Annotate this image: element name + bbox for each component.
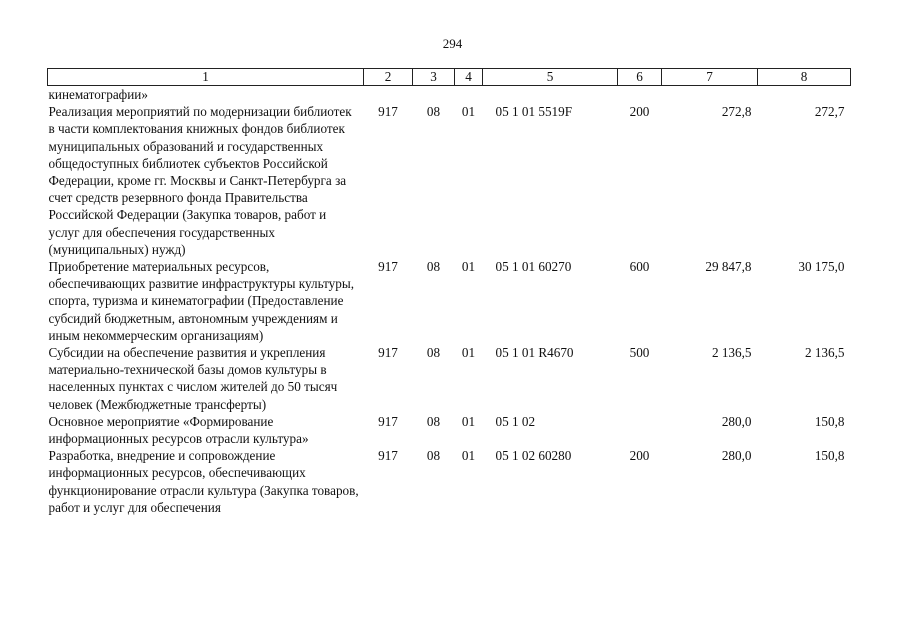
table-row	[48, 258, 851, 344]
header-col-1: 1	[48, 69, 364, 86]
row-description: Приобретение материальных ресурсов, обеспечивающих развитие инфраструктуры культуры, спорта, туризма и кинематографии (Предоставление субсидий бюджетным, автономным учреждениям и иным некоммерческим организациям)	[48, 259, 355, 343]
row-col-2: 917	[378, 104, 398, 120]
row-col-4: 01	[461, 104, 476, 120]
row-col-8	[758, 86, 851, 104]
budget-table	[47, 68, 851, 516]
row-description: Основное мероприятие «Формирование информационных ресурсов отрасли культура»	[48, 413, 309, 447]
row-col-2: 917	[378, 448, 398, 464]
header-col-6: 6	[618, 69, 662, 86]
row-col-7	[662, 86, 758, 104]
table-header-row	[48, 69, 851, 86]
row-description: Реализация мероприятий по модернизации библиотек в части комплектования книжных фондов библиотек муниципальных образований и государственных общедоступных библиотек субъектов Российской Федерации, кроме гг. Москвы и Санкт-Петербурга за счет средств резервного фонда Правительства Российской Федерации (Закупка товаров, работ и услуг для обеспечения государственных (муниципальных) нужд)	[48, 104, 352, 257]
row-col-8: 30 175,0	[798, 259, 845, 275]
row-col-3: 08	[426, 259, 441, 275]
row-col-5: 05 1 02	[495, 413, 536, 429]
row-col-5: 05 1 01 5519F	[495, 104, 573, 120]
row-col-3: 08	[426, 345, 441, 361]
row-col-6: 200	[629, 448, 650, 464]
row-col-6	[618, 86, 662, 104]
row-col-5: 05 1 02 60280	[495, 448, 572, 464]
header-col-7: 7	[662, 69, 758, 86]
row-col-6: 600	[629, 259, 650, 275]
header-col-3: 3	[413, 69, 455, 86]
row-col-6: 200	[629, 104, 650, 120]
row-col-4: 01	[461, 413, 476, 429]
table-row	[48, 344, 851, 413]
table-row	[48, 447, 851, 516]
table-row	[48, 413, 851, 447]
row-col-8: 2 136,5	[804, 345, 845, 361]
table-row	[48, 103, 851, 258]
row-col-2: 917	[378, 345, 398, 361]
table-row	[48, 86, 851, 104]
row-col-7: 280,0	[721, 413, 752, 429]
row-col-6	[618, 413, 662, 447]
row-col-5: 05 1 01 60270	[495, 259, 572, 275]
row-col-8: 150,8	[814, 448, 845, 464]
row-col-2: 917	[378, 259, 398, 275]
row-col-3: 08	[426, 413, 441, 429]
row-col-4: 01	[461, 345, 476, 361]
row-col-4: 01	[461, 259, 476, 275]
header-col-8: 8	[758, 69, 851, 86]
page-number: 294	[442, 36, 463, 51]
row-col-5	[483, 86, 618, 104]
row-description: кинематографии»	[48, 87, 148, 102]
row-col-8: 272,7	[814, 104, 845, 120]
row-col-5: 05 1 01 R4670	[495, 345, 574, 361]
header-col-5: 5	[483, 69, 618, 86]
row-col-8: 150,8	[814, 413, 845, 429]
row-col-3	[413, 86, 455, 104]
row-description: Разработка, внедрение и сопровождение информационных ресурсов, обеспечивающих функционирование отрасли культура (Закупка товаров, работ и услуг для обеспечения	[48, 448, 359, 515]
header-col-4: 4	[455, 69, 483, 86]
header-col-2: 2	[364, 69, 413, 86]
row-col-4	[455, 86, 483, 104]
row-col-2	[364, 86, 413, 104]
row-col-3: 08	[426, 448, 441, 464]
row-col-6: 500	[629, 345, 650, 361]
row-col-7: 29 847,8	[705, 259, 752, 275]
row-col-7: 280,0	[721, 448, 752, 464]
row-col-7: 272,8	[721, 104, 752, 120]
row-col-7: 2 136,5	[711, 345, 752, 361]
row-col-2: 917	[378, 413, 398, 429]
row-col-3: 08	[426, 104, 441, 120]
row-description: Субсидии на обеспечение развития и укрепления материально-технической базы домов культуры в населенных пунктах с числом жителей до 50 тысяч человек (Межбюджетные трансферты)	[48, 345, 338, 412]
row-col-4: 01	[461, 448, 476, 464]
